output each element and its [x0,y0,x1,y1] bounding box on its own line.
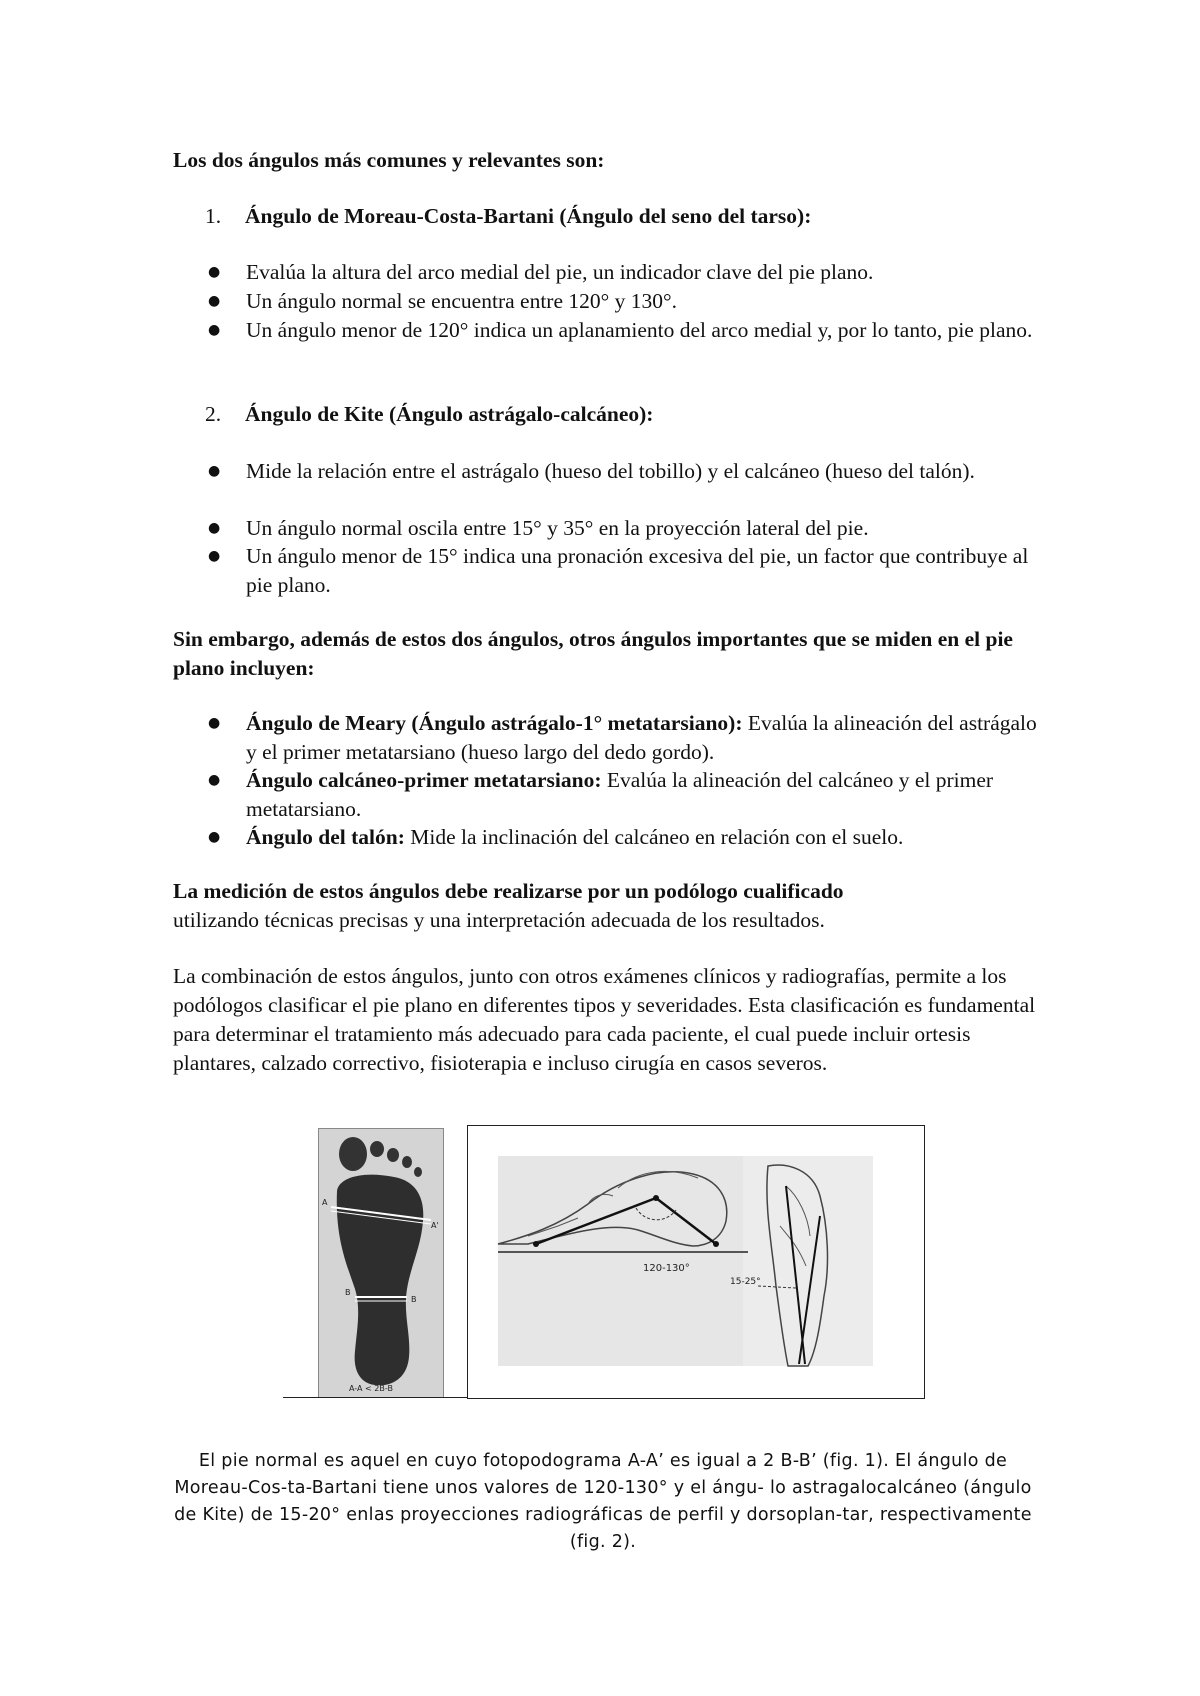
measurement-bold: La medición de estos ángulos debe realizarse por un podólogo cualificado [173,879,844,903]
xray-diagram [468,1126,924,1398]
measurement-paragraph [173,877,1053,935]
other-angle-term: Ángulo del talón: [246,825,405,849]
label-b-prime: B [411,1295,417,1304]
other-angle-desc: Evalúa la alineación del calcáneo y el primer metatarsiano. [246,768,994,821]
footprint-formula: A-A < 2B-B [349,1384,393,1393]
bullet-icon: ● [208,264,221,280]
angle-lateral-label: 120-130° [643,1263,690,1274]
other-angle-desc: Evalúa la alineación del astrágalo y el primer metatarsiano (hueso largo del dedo gordo). [246,711,1037,764]
intro-heading: Los dos ángulos más comunes y relevantes son: [173,148,605,172]
bullet-icon: ● [208,293,221,309]
label-a: A [322,1198,328,1207]
figure-underline [283,1397,468,1398]
bullet-icon: ● [208,548,221,564]
bullet-icon: ● [208,715,221,731]
label-a-prime: A' [431,1221,439,1230]
section-2-heading: Ángulo de Kite (Ángulo astrágalo-calcáneo): [245,402,654,426]
measurement-rest: utilizando técnicas precisas y una interpretación adecuada de los resultados. [173,908,825,932]
combination-paragraph: La combinación de estos ángulos, junto con otros exámenes clínicos y radiografías, permite a los podólogos clasificar el pie plano en diferentes tipos y severidades. Esta clasificación es fundamental para determinar el tratamiento más adecuado para cada paciente, el cual puede incluir ortesis plantares, calzado correctivo, fisioterapia e incluso cirugía en casos severos. [173,964,1036,1075]
label-b: B [345,1288,351,1297]
bullet-icon: ● [208,829,221,845]
footprint-image [319,1129,443,1397]
bullet-text: Un ángulo menor de 120° indica un aplanamiento del arco medial y, por lo tanto, pie plano. [246,318,1033,342]
bullet-text: Evalúa la altura del arco medial del pie, un indicador clave del pie plano. [246,260,874,284]
figure-caption: El pie normal es aquel en cuyo fotopodograma A-A’ es igual a 2 B-B’ (fig. 1). El ángulo de Moreau-Cos-ta-Bartani tiene unos valores de 120-130° y el ángu- lo astragalocalcáneo (ángulo de Kite) de 15-20° enlas proyecciones radiográficas de perfil y dorsoplan-tar, respectivamente (fig. 2). [174,1450,1032,1552]
bullet-text: Un ángulo normal se encuentra entre 120° y 130°. [246,289,677,313]
figure-footprint [318,1128,444,1398]
angle-dorsoplantar-label: 15-25° [730,1277,761,1287]
bullet-text: Un ángulo normal oscila entre 15° y 35° en la proyección lateral del pie. [246,516,869,540]
section-1-heading: Ángulo de Moreau-Costa-Bartani (Ángulo del seno del tarso): [245,204,812,228]
bullet-icon: ● [208,772,221,788]
section-1-number: 1. [205,204,222,228]
other-angle-term: Ángulo calcáneo-primer metatarsiano: [246,768,602,792]
bullet-text: Un ángulo menor de 15° indica una pronación excesiva del pie, un factor que contribuye al pie plano. [246,544,1029,597]
bullet-text: Mide la relación entre el astrágalo (hueso del tobillo) y el calcáneo (hueso del talón). [246,459,975,483]
bullet-icon: ● [208,322,221,338]
bullet-icon: ● [208,463,221,479]
other-angle-term: Ángulo de Meary (Ángulo astrágalo-1° metatarsiano): [246,711,743,735]
others-heading: Sin embargo, además de estos dos ángulos, otros ángulos importantes que se miden en el pie plano incluyen: [173,627,1013,680]
bullet-icon: ● [208,520,221,536]
other-angle-desc: Mide la inclinación del calcáneo en relación con el suelo. [404,825,904,849]
figure-radiographic-angles [467,1125,925,1399]
section-2-number: 2. [205,402,222,426]
